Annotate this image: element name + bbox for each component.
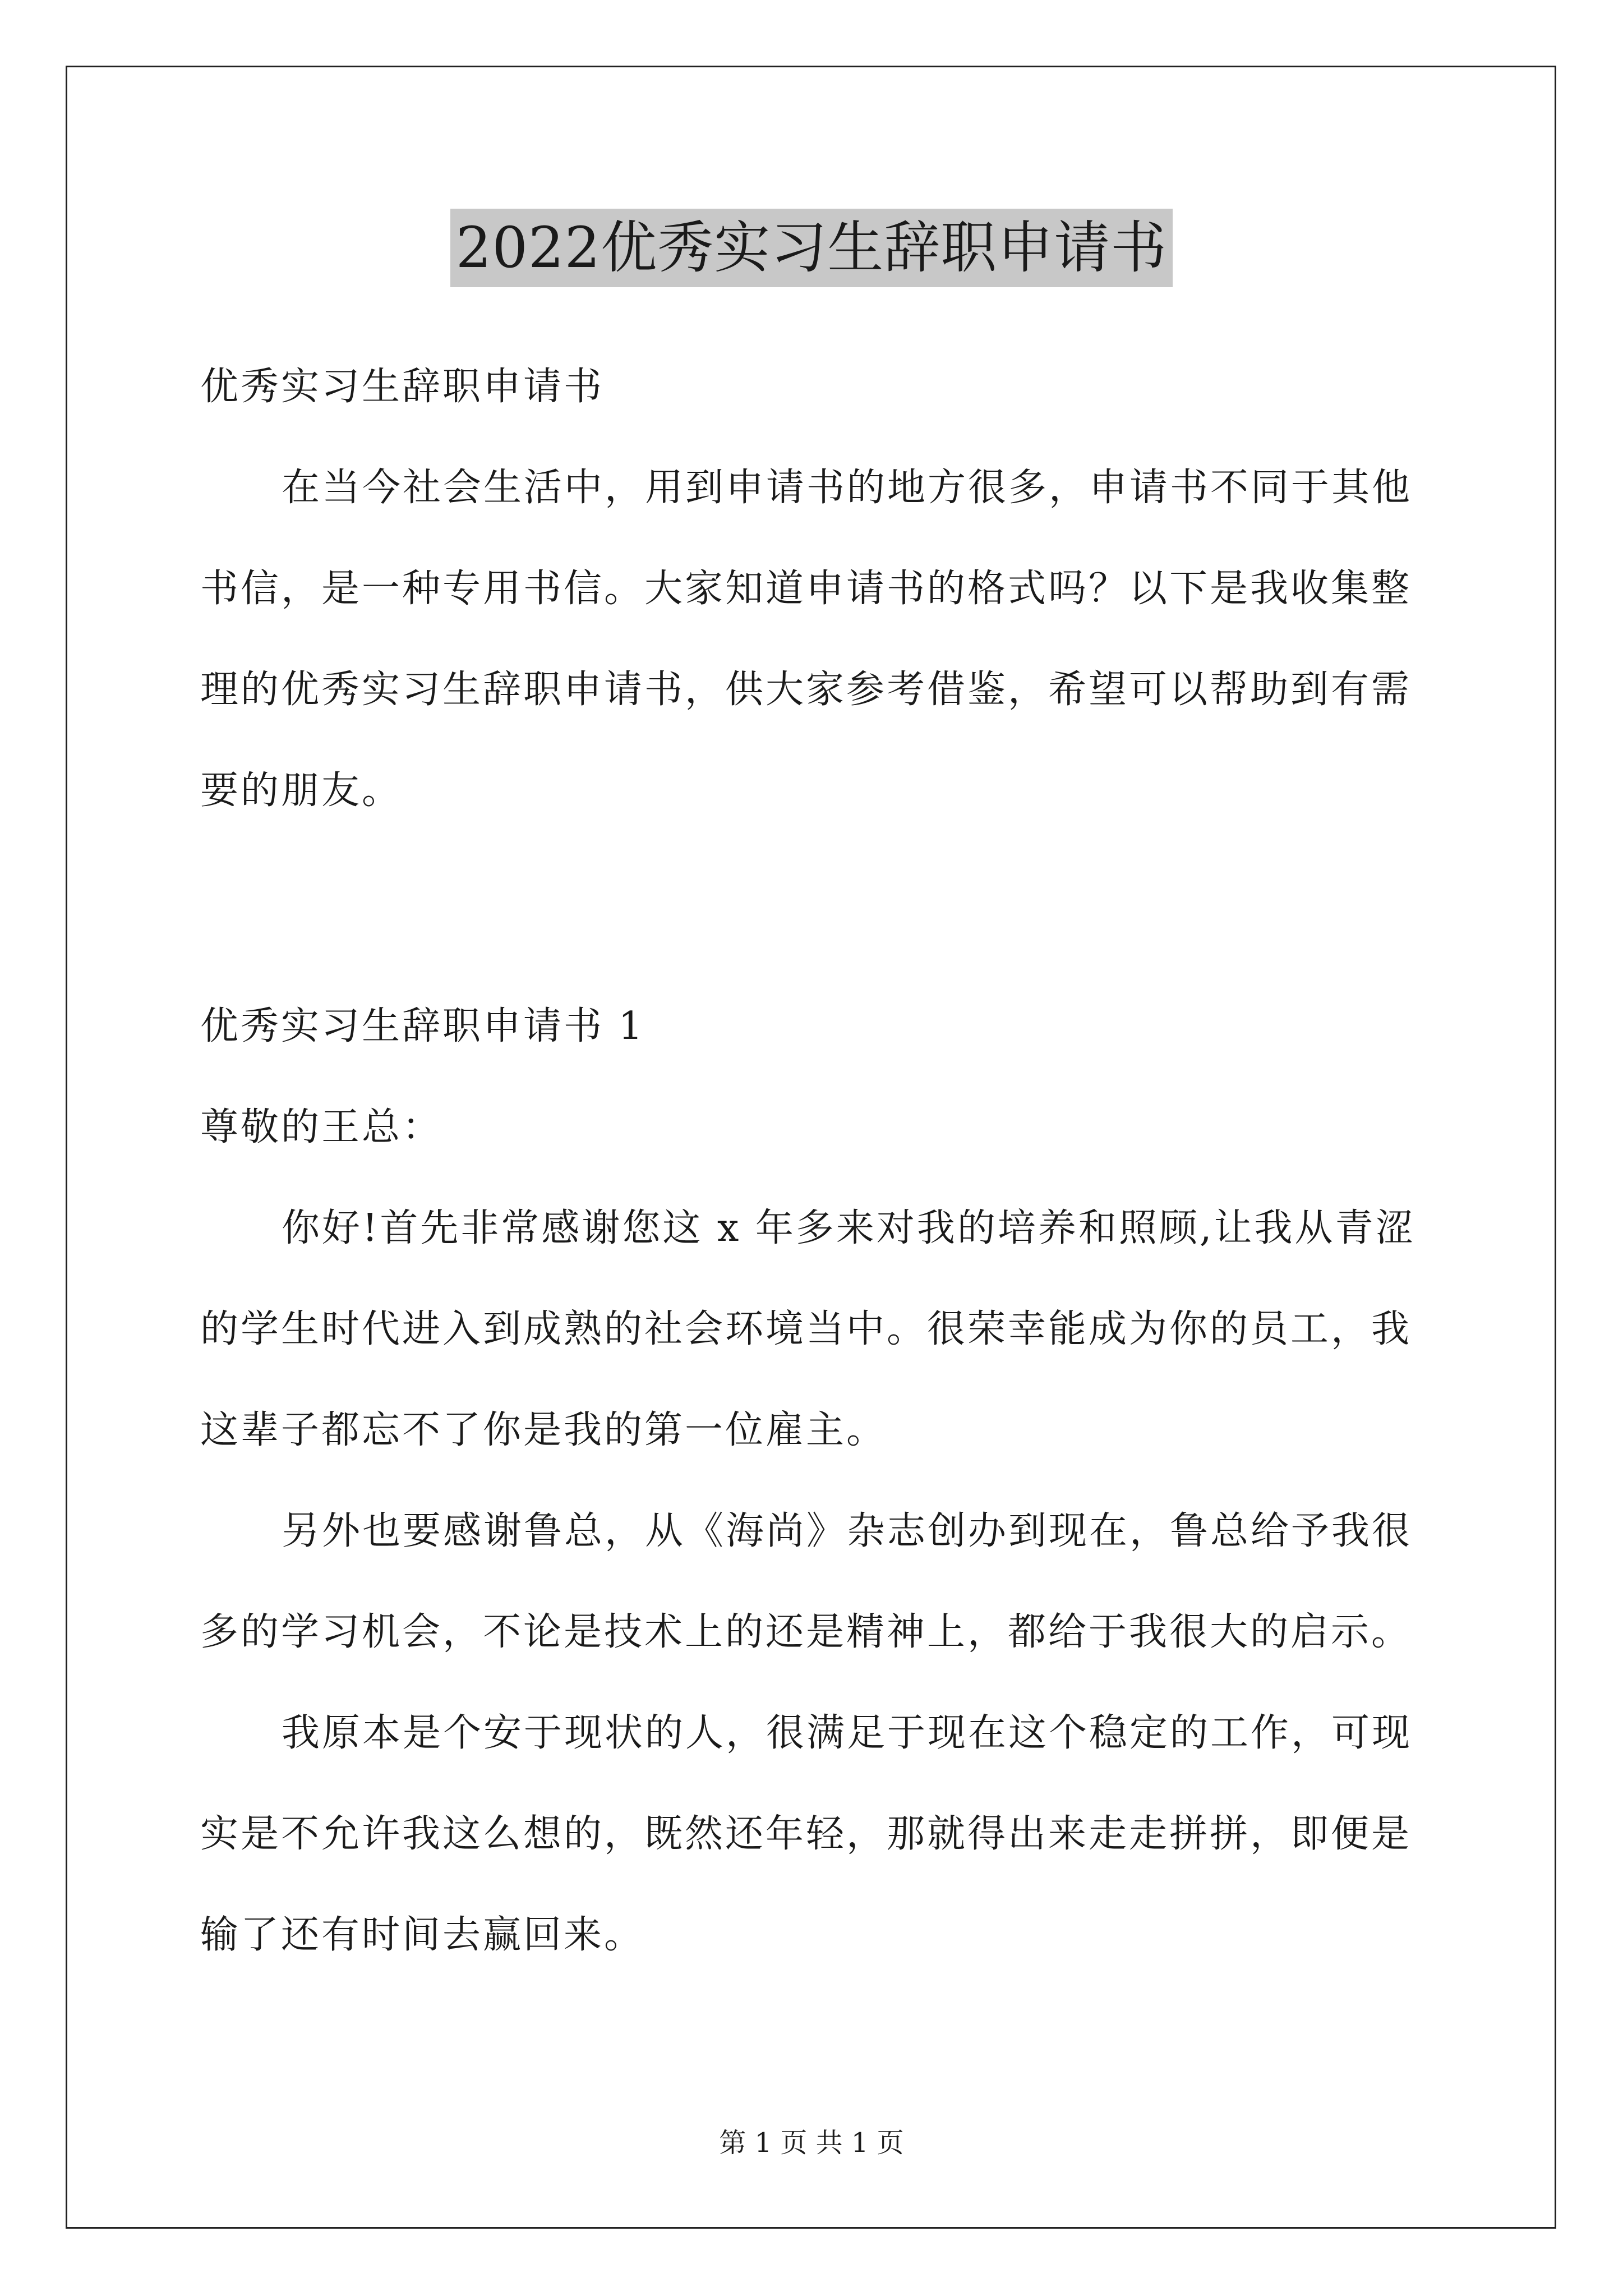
paragraph-line: 多的学习机会，不论是技术上的还是精神上，都给于我很大的启示。	[200, 1610, 1412, 1654]
paragraph-line: 的学生时代进入到成熟的社会环境当中。很荣幸能成为你的员工，我	[200, 1307, 1412, 1351]
intro-line: 书信，是一种专用书信。大家知道申请书的格式吗？以下是我收集整	[200, 567, 1412, 611]
section-heading: 优秀实习生辞职申请书 1	[200, 1004, 645, 1048]
page-number-footer: 第 1 页 共 1 页	[719, 2127, 904, 2159]
intro-line: 在当今社会生活中，用到申请书的地方很多，申请书不同于其他	[282, 466, 1413, 510]
paragraph-line: 实是不允许我这么想的，既然还年轻，那就得出来走走拼拼，即便是	[200, 1812, 1412, 1856]
document-title: 2022优秀实习生辞职申请书	[450, 209, 1173, 287]
subtitle: 优秀实习生辞职申请书	[200, 365, 605, 409]
paragraph-line: 你好!首先非常感谢您这 x 年多来对我的培养和照顾,让我从青涩	[282, 1206, 1416, 1250]
intro-line: 要的朋友。	[200, 769, 403, 813]
paragraph-line: 另外也要感谢鲁总，从《海尚》杂志创办到现在，鲁总给予我很	[282, 1509, 1413, 1553]
salutation: 尊敬的王总：	[200, 1105, 443, 1149]
paragraph-line: 我原本是个安于现状的人，很满足于现在这个稳定的工作，可现	[282, 1711, 1413, 1755]
title-container	[0, 209, 1623, 287]
intro-line: 理的优秀实习生辞职申请书，供大家参考借鉴，希望可以帮助到有需	[200, 668, 1412, 712]
paragraph-line: 输了还有时间去赢回来。	[200, 1913, 645, 1957]
paragraph-line: 这辈子都忘不了你是我的第一位雇主。	[200, 1408, 887, 1452]
